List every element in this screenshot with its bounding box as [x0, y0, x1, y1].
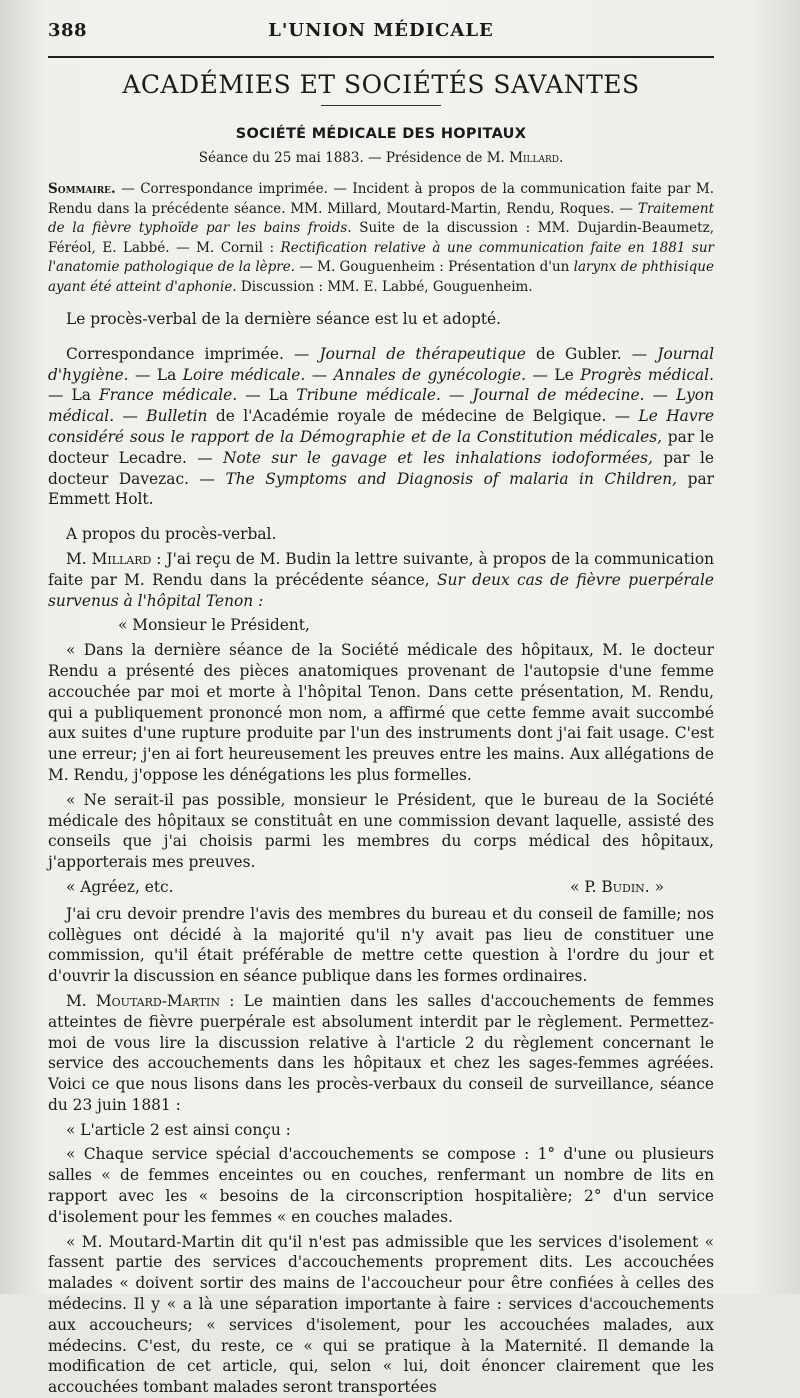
millard-paragraph	[48, 549, 714, 611]
italic-run: Journal de médecine.	[472, 386, 645, 405]
article-quote: « M. Moutard-Martin dit qu'il n'est pas admissible que les services d'isolement « fassent partie des services d'accouchements proprement dits. Les accouchées malades « doivent sortir des mains de l'accoucheur pour être confiées à celles des médecins. Il y « a là une séparation importante à faire : services d'accouchements aux accoucheurs; « services d'isolement, pour les accouchées malades, aux médecins. C'est, du reste, ce « qui se pratique à la Maternité. Il demande la modification de cet article, qui, selon « lui, doit énoncer clairement que les accouchées tombant malades seront transportées	[48, 1232, 714, 1397]
italic-run: Bulletin	[146, 407, 208, 426]
letter-closing: « Agréez, etc.	[66, 877, 174, 896]
text-run: — Le	[526, 365, 581, 384]
signature-name: Budin.	[601, 877, 650, 896]
text-run: »	[649, 877, 664, 896]
text-run: —	[440, 386, 473, 405]
summary	[48, 180, 714, 297]
text-run: —	[644, 386, 677, 405]
session-president: Millard.	[509, 150, 564, 166]
italic-run: Annales de gynécologie.	[333, 365, 527, 384]
speaker-name: Moutard-Martin	[95, 991, 221, 1010]
summary-italic: larynx de phthisique ayant été atteint d'aphonie.	[48, 259, 714, 295]
text-run: — La	[237, 386, 297, 405]
letter-paragraph: « Ne serait-il pas possible, monsieur le Président, que le bureau de la Société médicale des hôpitaux se constituât en une commission devant laquelle, assisté des conseils que j'ai choisis parmi les membres du corps médical des hôpitaux, j'apporterais mes preuves.	[48, 790, 714, 872]
speaker-name: Millard	[91, 549, 152, 568]
text-run: Correspondance imprimée. —	[66, 344, 320, 363]
italic-run: France médicale.	[99, 386, 238, 405]
summary-text: — M. Gouguenheim : Présentation d'un	[295, 259, 574, 275]
summary-text: Suite de la discussion : MM. Dujardin-Beaumetz, Féréol, E. Labbé. — M. Cornil :	[48, 220, 714, 256]
summary-text: Discussion : MM. E. Labbé, Gouguenheim.	[236, 278, 533, 295]
article-quote: « Chaque service spécial d'accouchements se compose : 1° d'une ou plusieurs salles « de femmes enceintes ou en couches, renfermant un nombre de lits en rapport avec les « besoins de la circonscription hospitalière; 2° d'un service d'isolement pour les femmes « en couches malades.	[48, 1145, 714, 1226]
article-body	[48, 309, 714, 1398]
letter-closing-row	[48, 877, 714, 898]
letter-paragraph: « Dans la dernière séance de la Société médicale des hôpitaux, M. le docteur Rendu a présenté des pièces anatomiques provenant de l'autopsie d'une femme accouchée par moi et morte à l'hôpital Tenon. Dans cette présentation, M. Rendu, qui a publiquement prononcé mon nom, a affirmé que cette femme avait succombé aux suites d'une rupture produite par l'un des instruments dont j'ai fait usage. C'est une erreur; j'en ai fort heureusement les preuves entre les mains. Aux allégations de M. Rendu, j'oppose les dénégations les plus formelles.	[48, 641, 714, 784]
summary-text: — Correspondance imprimée. — Incident à propos de la communication faite par M. Rendu dans la précédente séance. MM. Millard, Moutard-Martin, Rendu, Roques. —	[48, 181, 714, 217]
title-rule	[321, 105, 441, 106]
society-heading: SOCIÉTÉ MÉDICALE DES HOPITAUX	[235, 126, 527, 142]
session-prefix: Séance du 25 mai 1883. — Présidence de M.	[198, 150, 505, 166]
header-rule	[48, 56, 714, 58]
summary-label: Sommaire.	[48, 181, 116, 197]
italic-run: Journal d'hygiène.	[48, 344, 714, 384]
italic-run: Progrès médical.	[580, 365, 714, 384]
text-run: —	[305, 365, 334, 384]
apropos-heading: A propos du procès-verbal.	[66, 525, 277, 544]
session-line	[48, 150, 714, 166]
text-run: par le docteur Lecadre. —	[48, 427, 714, 467]
journal-title: L'UNION MÉDICALE	[268, 20, 494, 41]
text-run: : J'ai reçu de M. Budin la lettre suivante, à propos de la communication faite par M. Rendu dans la précédente séance,	[48, 549, 714, 589]
text-run: M.	[66, 991, 96, 1010]
text-run: — La	[48, 386, 100, 405]
correspondence-paragraph	[48, 344, 714, 510]
italic-run: Le Havre considéré sous le rapport de la Démographie et de la Constitution médicales,	[48, 407, 714, 446]
page-number: 388	[48, 20, 88, 41]
text-run: de Gubler. —	[525, 344, 658, 363]
section-title: ACADÉMIES ET SOCIÉTÉS SAVANTES	[122, 70, 640, 99]
running-header	[48, 20, 714, 50]
italic-run: Tribune médicale.	[296, 386, 441, 405]
text-run: : Le maintien dans les salles d'accouchements de femmes atteintes de fièvre puerpérale est absolument interdit par le règlement. Permettez-moi de vous lire la discussion relative à l'article 2 du règlement concernant le service des accouchements dans les hôpitaux et chez les sages-femmes agréées. Voici ce que nous lisons dans les procès-verbaux du conseil de surveillance, séance du 23 juin 1881 :	[48, 991, 714, 1114]
summary-italic: Rectification relative à une communication faite en 1881 sur l'anatomie pathologique de la lèpre.	[48, 239, 714, 275]
italic-run: Lyon médical.	[48, 386, 714, 426]
summary-italic: Traitement de la fièvre typhoïde par les bains froids.	[48, 200, 714, 236]
article-intro: « L'article 2 est ainsi conçu :	[66, 1120, 291, 1139]
italic-run: Sur deux cas de fièvre puerpérale survenus à l'hôpital Tenon :	[48, 570, 714, 610]
letter-salutation: « Monsieur le Président,	[118, 616, 310, 635]
italic-run: Note sur le gavage et les inhalations iodoformées,	[222, 448, 653, 467]
moutard-paragraph	[48, 991, 714, 1116]
text-run: M.	[66, 549, 92, 568]
paragraph: Le procès-verbal de la dernière séance est lu et adopté.	[66, 310, 502, 328]
text-run: « P.	[570, 877, 602, 896]
italic-run: The Symptoms and Diagnosis of malaria in Children,	[225, 469, 678, 488]
text-run: —	[114, 407, 147, 426]
paragraph: J'ai cru devoir prendre l'avis des membres du bureau et du conseil de famille; nos collègues ont décidé à la majorité qu'il n'y avait pas lieu de constituer une commission, qu'il était préférable de mettre cette question à l'ordre du jour et d'ouvrir la discussion en séance publique dans les formes ordinaires.	[48, 904, 714, 986]
text-run: de l'Académie royale de médecine de Belgique. —	[207, 407, 639, 426]
letter-signature	[570, 877, 664, 898]
text-run: par Emmett Holt.	[48, 469, 715, 509]
italic-run: Loire médicale.	[182, 365, 306, 384]
text-run: — La	[128, 365, 183, 384]
text-run: par le docteur Davezac. —	[48, 448, 715, 488]
italic-run: Journal de thérapeutique	[319, 344, 526, 363]
